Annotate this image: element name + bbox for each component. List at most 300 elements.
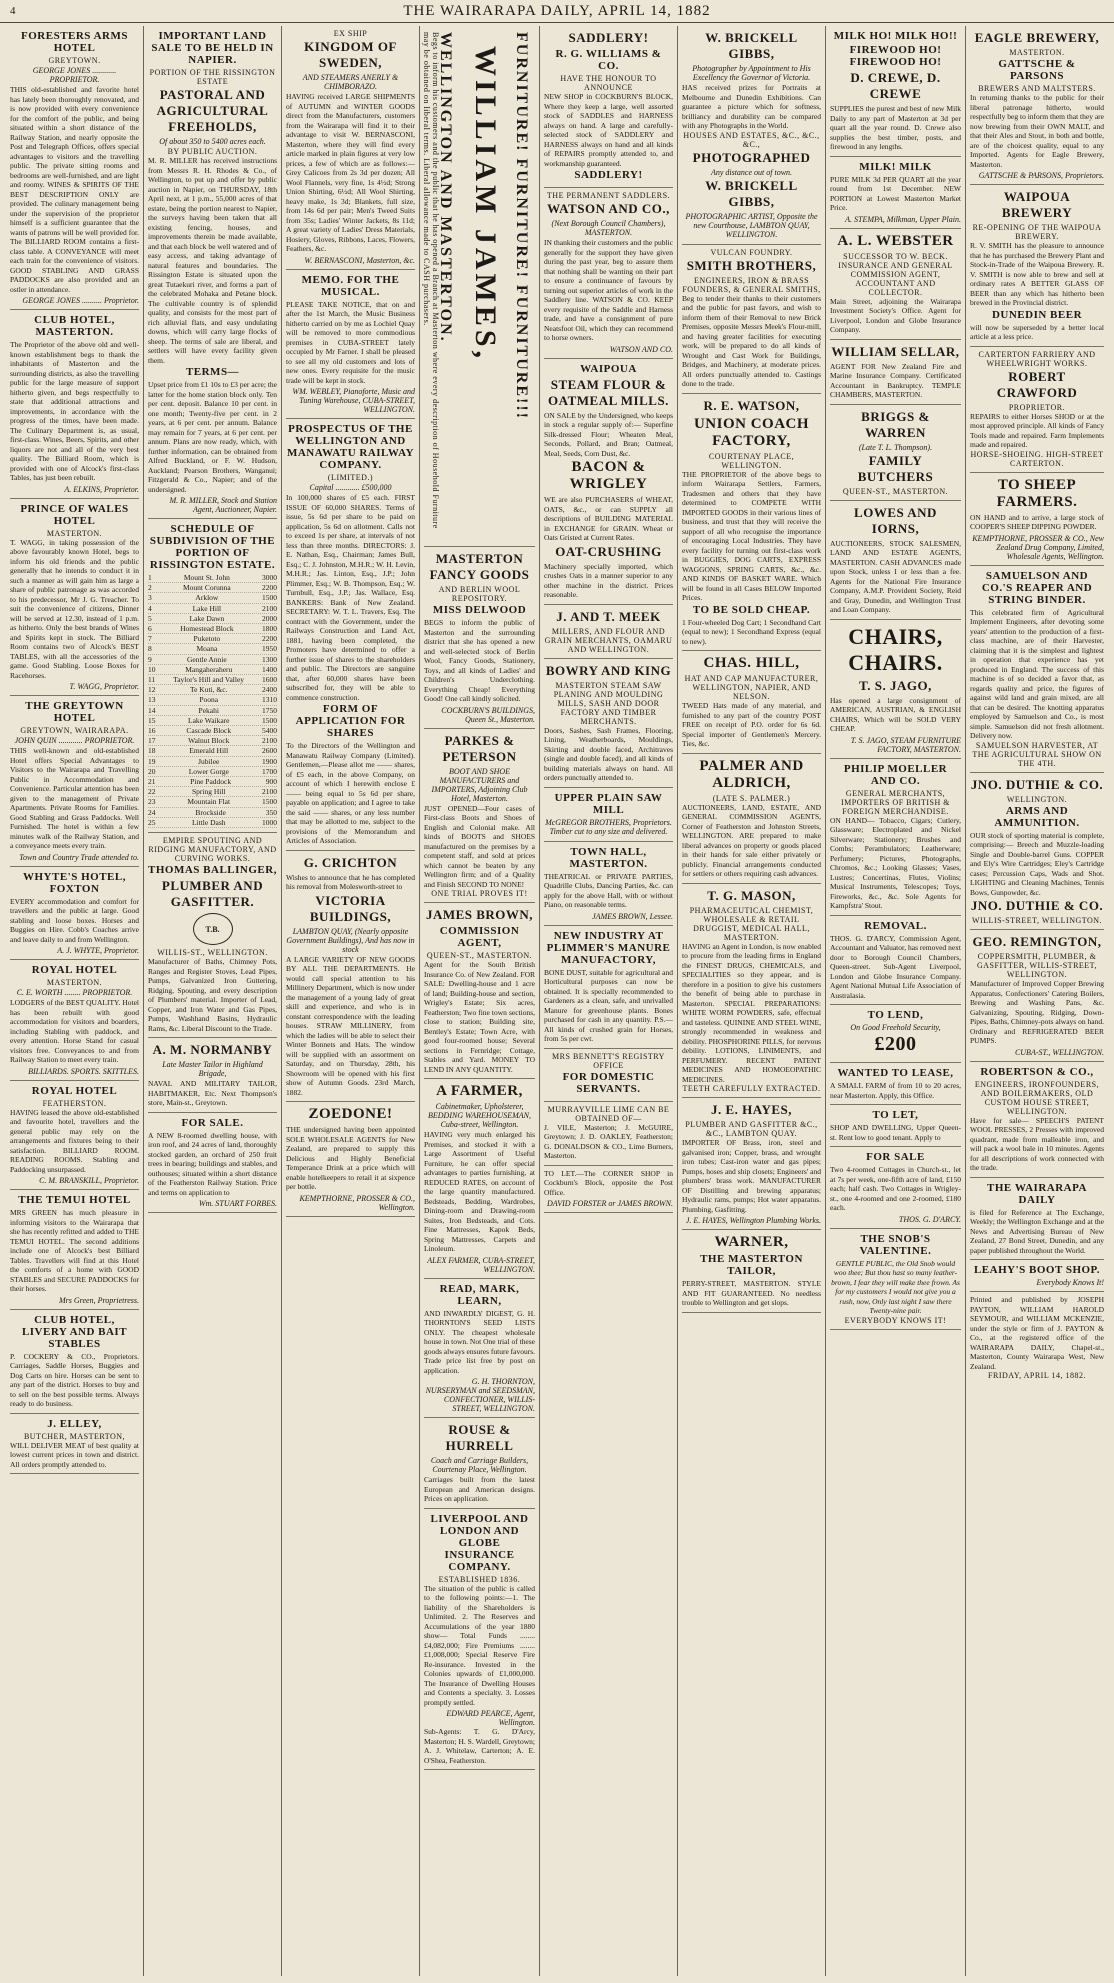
tolet3-heading: TO LET, (872, 1109, 919, 1121)
schedule-ad (148, 519, 277, 833)
ad-heading: WHYTE'S HOTEL, FOXTON (23, 870, 126, 895)
robertson-body: Have for sale— SPEECH'S PATENT WOOL PRESSES, 2 Presses with improved quadrant, made from malleable iron, and will pack a wool bale in 10 minutes. Agents for all descriptions of work connected with the trade. (970, 1115, 1104, 1172)
normanby-sub: Late Master Tailor in Highland Brigade, (162, 1060, 263, 1079)
schedule-acres: 2100 (261, 787, 277, 797)
schedule-lot: 20 (148, 766, 156, 776)
rotated-small-text: Begs to inform his customers and the public that he has opened a Branch at Masterton where every description of Household Furniture may be obtained on liberal terms. Liberal allowance made to CASH purchasers. (422, 32, 440, 529)
schedule-acres: 350 (265, 807, 277, 817)
memo-heading: MEMO. FOR THE MUSICAL. (301, 273, 400, 298)
valentine-signature: EVERYBODY KNOWS IT! (844, 1315, 947, 1325)
schedule-row (148, 736, 277, 746)
schedule-row (148, 787, 277, 797)
schedule-acres: 1950 (261, 644, 277, 654)
column-7 (826, 26, 966, 1976)
schedule-lot: 11 (148, 675, 156, 685)
hill-ad (682, 651, 821, 754)
milk2-heading: MILK! MILK (859, 160, 932, 173)
farmer-sub: Cabinetmaker, Upholsterer, BEDDING WAREHOUSEMAN, Cuba-street, Wellington. (428, 1102, 531, 1129)
sheep-ad (970, 473, 1104, 566)
schedule-acres: 1500 (262, 797, 277, 807)
ad-body: EVERY accommodation and comfort for travellers and the public at large. Good stabling and loose boxes. Horses and Buggies on Hire. Cobb's Coaches arrive and leave daily to and from Wellington. (10, 896, 139, 944)
ad-heading: PRINCE OF WALES HOTEL (20, 502, 129, 527)
column-3 (282, 26, 420, 1976)
moeller-ad (830, 759, 961, 916)
gibbs-sub-4: PHOTOGRAPHIC ARTIST, Opposite the new Courthouse, LAMBTON QUAY, WELLINGTON. (685, 211, 818, 239)
wairarapa-daily-ad (970, 1178, 1104, 1261)
farmer-body: HAVING very much enlarged his Premises, and stocked it with a Large Assortment of Useful Furniture, he can offer special advantages to parties furnishing, at REDUCED RATES, on account of the large quantity manufactured. Bedsteads, Bedding, Wardrobes, Dining-room and Drawing-room Suites, Iron Bedsteads, and Cots. Fine Mattresses, Kapok Beds, Spring Mattresses, Carpets and Linoleum. (424, 1130, 535, 1253)
rouse-ad (424, 1418, 535, 1509)
hotel-ad (10, 1081, 139, 1191)
schedule-section: Mount Corunna (183, 583, 231, 593)
warner-body: PERRY-STREET, MASTERTON. STYLE AND FIT GUARANTEED. No needless trouble to Wellington and get slops. (682, 1279, 821, 1307)
hill-body: TWEED Hats made of any material, and furnished to any part of the country POST FREE on receipt of P.O. order for 6s 6d. Special importer of Gentlemen's Mercery. Ties, &c. (682, 701, 821, 748)
fancy-goods-signature: COCKBURN'S BUILDINGS, Queen St., Masterton. (441, 705, 535, 724)
tolet-signature: DAVID FORSTER or JAMES BROWN. (546, 1199, 673, 1208)
lime-heading: MURRAYVILLE LIME CAN BE OBTAINED OF— (547, 1104, 670, 1123)
tolet3-ad (830, 1105, 961, 1147)
gattsche-sub: BREWERS AND MALTSTERS. (978, 84, 1096, 93)
valentine-ad (830, 1229, 961, 1330)
crewe-body: SUPPLIES the purest and best of new Milk Daily to any part of Masterton at 3d per quart all the year round. D. Crewe also supplies the best timber, posts, and firewood in any lengths. (830, 104, 961, 151)
crichton-body: Wishes to announce that he has completed his removal from Molesworth-street to (286, 872, 415, 891)
schedule-section: Poona (199, 695, 219, 705)
schedule-row (148, 644, 277, 654)
arms-body: OUR stock of sporting material is complete, comprising:— Breech and Muzzle-loading Single and Double-barrel Guns. COPPER and Ely's Wire Cartridges; Eley's Cartridge cases; Percussion Caps, Wads and Shot. LIGHTING and Cleaning Machines, Tennis Bows, Gunpowder, &c. (970, 830, 1104, 897)
schedule-row (148, 716, 277, 726)
ad-subheading: MASTERTON. (46, 528, 103, 538)
upper-sub: McGREGOR BROTHERS, Proprietors. Timber cut to any size and delivered. (545, 817, 672, 836)
schedule-section: Lake Waikare (187, 715, 230, 725)
prospectus-capital: Capital ............ £500,000 (309, 483, 392, 492)
land-sale-title: PASTORAL AND AGRICULTURAL FREEHOLDS, (156, 87, 269, 134)
schedule-row (148, 593, 277, 603)
schedule-list (148, 573, 277, 828)
schedule-row (148, 818, 277, 828)
liverpool-heading: LIVERPOOL AND LONDON AND GLOBE INSURANCE COMPANY. (430, 1512, 529, 1573)
schedule-section: Puketoto (193, 634, 221, 644)
lowes-body: AUCTIONEERS, STOCK SALESMEN, LAND AND ESTATE AGENTS, MASTERTON. CASH ADVANCES made upon Stock, unless I or less than a fee. Agents for the National Fire Insurance Company, A.M.P. Provident Society, Reid and Gray, Dunedin, and Wellington Trust and Loan Company. (830, 538, 961, 614)
schedule-acres: 1900 (262, 756, 277, 766)
lowes-ad (830, 501, 961, 620)
ad-heading: CLUB HOTEL, LIVERY AND BAIT STABLES (21, 1313, 128, 1350)
palmer-ad (682, 754, 821, 884)
registry-heading: MRS BENNETT'S REGISTRY OFFICE (552, 1051, 665, 1070)
thornton-signature: G. H. THORNTON, NURSERYMAN and SEEDSMAN, CONFECTIONER, WILLIS-STREET, WELLINGTON. (425, 1377, 535, 1413)
hill-heading: CHAS. HILL, (703, 655, 800, 671)
ad-body: P. COCKERY & CO., Proprietors. Carriages, Saddle Horses, Buggies and Dog Carts on hire. Horses can be sent to any part of the district. Horses to buy and to sell on the best possible terms. Always ready to do business. (10, 1351, 139, 1408)
parkes-heading: PARKES & PETERSON (442, 732, 517, 764)
waipoua-heading: WAIPOUA (580, 362, 637, 375)
briggs-heading: BRIGGS & WARREN (861, 408, 930, 440)
meek-sub: MILLERS, AND FLOUR AND GRAIN MERCHANTS, OAMARU AND WELLINGTON. (544, 626, 673, 654)
form-body: To the Directors of the Wellington and Manawatu Railway Company (Limited). Gentlemen,—Please allot me —— shares, of £5 each, in the above Company, on account of which I herewith enclose £—— being equal to 5s 6d per share, payable on application; and I agree to take the said —— shares, or any less number that may be allotted to me, subject to the provisions of the Memorandum and Articles of Association. (286, 741, 415, 845)
victoria-heading: VICTORIA BUILDINGS, (309, 892, 392, 924)
hotel-ad (10, 499, 139, 697)
rotated-location: WELLINGTON AND MASTERTON. (437, 32, 454, 343)
crawford-ad (970, 347, 1104, 473)
townhall-signature: JAMES BROWN, Lessee. (592, 911, 673, 921)
schedule-lot: 15 (148, 715, 156, 725)
gattsche-signature: GATTSCHE & PARSONS, Proprietors. (978, 171, 1104, 180)
ad-signature: Town and Country Trade attended to. (19, 852, 139, 862)
ad-subheading: GREYTOWN. (48, 56, 101, 65)
schedule-section: Te Kuti, &c. (190, 685, 228, 695)
ad-subheading: GREYTOWN, WAIRARAPA. (20, 726, 129, 735)
tolend-ad (830, 1005, 961, 1063)
rouse-heading: ROUSE & HURRELL (445, 1422, 514, 1453)
schedule-acres: 2400 (261, 685, 277, 695)
schedule-row (148, 726, 277, 736)
land-sale-ad (148, 26, 277, 519)
sweden-pre: EX SHIP (333, 29, 368, 38)
sheep-heading: TO SHEEP FARMERS. (996, 476, 1078, 510)
schedule-lot: 22 (148, 787, 156, 797)
watson-signature: WATSON AND CO. (609, 344, 673, 354)
mason-ad (682, 884, 821, 1099)
watson2-body: THE PROPRIETOR of the above begs to inform Wairarapa Settlers, Farmers, Tradesmen and others that they have determined to COMPETE WITH IMPORTED GOODS in their various lines of business, and trust that they will receive the support of all who recognise the importance of encouraging Local Industries. They have every facility for turning out first-class work in BUGGIES, DOG CARTS, EXPRESS WAGGONS, SPRING CARTS, &c., &c. AND KINDS OF BASKET WARE. Which will be found in all Cases BELOW Imported Prices. (682, 469, 821, 602)
schedule-row (148, 675, 277, 685)
upper-heading: UPPER PLAIN SAW MILL (554, 791, 663, 816)
samuelson-heading: SAMUELSON AND CO.'S REAPER AND STRING BINDER. (981, 569, 1093, 606)
schedule-lot: 16 (148, 726, 156, 736)
briggs-sub: (Late T. L. Thompson). (858, 442, 933, 452)
schedule-lot: 3 (148, 593, 152, 603)
upper-plain-ad (544, 788, 673, 842)
palmer-sub: (LATE S. PALMER.) (712, 793, 791, 803)
smith-body: Beg to tender their thanks to their customers and the public for past favors, and wish to inform them of their Removal to new Brick Premises, opposite Messrs Meek's Flour-mill, and having greater facilities for executing work, will be prepared to do all kinds of Wrought and Cast Work for Buildings, Bridges, and Machinery, at moderate prices. All orders punctually attended to. Castings done to the trade. (682, 293, 821, 388)
zoedone-signature: KEMPTHORNE, PROSSER & CO., Wellington. (299, 1193, 415, 1212)
williams-sub: HAVE THE HONOUR TO ANNOUNCE (560, 74, 657, 92)
schedule-lot: 18 (148, 746, 156, 756)
lime-ad (544, 1102, 673, 1166)
schedule-lot: 19 (148, 756, 156, 766)
schedule-acres: 1000 (261, 817, 277, 827)
schedule-acres: 1310 (262, 695, 277, 705)
remington-sub: COPPERSMITH, PLUMBER, & GASFITTER, WILLIS-STREET, WELLINGTON. (977, 952, 1097, 979)
victoria-sub: LAMBTON QUAY, (Nearly opposite Government Buildings), And has now in stock (286, 926, 415, 954)
crewe-ad (830, 26, 961, 157)
schedule-lot: 14 (148, 705, 156, 715)
firewood-heading: FIREWOOD HO! FIREWOOD HO! (849, 44, 942, 68)
hotel-ad (10, 1414, 139, 1475)
sweden-sub: AND STEAMERS ANERLY & CHIMBORAZO. (302, 73, 399, 91)
thornton-body: AND INWARDLY DIGEST, G. H. THORNTON'S SEED LISTS ONLY. The cheapest wholesale house in town. Not One trial of these goods always ensures future favours. Trade price list free by post on application. (424, 1308, 536, 1375)
ad-heading: THE TEMUI HOTEL (18, 1194, 131, 1206)
masthead (0, 0, 1114, 23)
lime-body: J. VILE, Masterton; J. McGUIRE, Greytown; J. D. OAKLEY, Featherston; G. DONALDSON & CO., Lime Burners, Masterton. (544, 1122, 673, 1160)
masthead-title: THE WAIRARAPA DAILY, APRIL 14, 1882 (403, 3, 711, 19)
forsale2-ad (830, 1147, 961, 1229)
williams-heading: R. G. WILLIAMS & CO. (555, 48, 662, 72)
thornton-ad (424, 1279, 535, 1419)
schedule-lot: 23 (148, 797, 156, 807)
furniture-rotated-ad (424, 26, 535, 547)
schedule-section: Jubilee (198, 756, 220, 766)
gibbs-sub: Photographer by Appointment to His Excellency the Governor of Victoria. (692, 64, 811, 82)
ad-heading: FORESTERS ARMS HOTEL (21, 30, 128, 54)
crewe-heading: D. CREWE, D. CREWE (850, 70, 941, 101)
removal-heading: REMOVAL. (864, 919, 927, 932)
ad-body: THIS well-known and old-established Hotel offers Special Advantages to Visitors to the Wairarapa and Travelling Public in Accommodation and Convenience. Particular attention has been given to the management of Private Apartments. Private Rooms for Families. Good Stabling and Grass Paddocks. Well Furnished. The hotel is within a few minutes walk of the Railway Station, and a conveyance meets every train. (10, 746, 139, 850)
schedule-lot: 9 (148, 654, 152, 664)
schedule-section: Lake Hill (192, 603, 222, 613)
spouting-heading: EMPIRE SPOUTING AND RIDGING MANUFACTORY, AND CURVING WORKS. (148, 836, 277, 864)
schedule-row (148, 685, 277, 695)
moeller-body: ON HAND— Tobacco, Cigars; Cutlery, Glassware; Electroplated and Nickel Silverware; Stationery; Brushes and Combs; Perambulators; Leatherware; Perfumery; Pictures, Photographs, Chromos, &c.; Looking Glasses; Vases, Lustres; Concertinas, Flutes, Violins; Musical Instruments, Telescopes; Toys, Fireworks, &c., &c. Sole Agents for Kampfstra' Stout. (830, 815, 961, 910)
ad-subheading: MASTERTON. (46, 978, 103, 987)
ad-proprietor: JOHN QUIN ............ PROPRIETOR. (14, 736, 135, 745)
ad-signature: A. ELKINS, Proprietor. (64, 484, 139, 494)
fancy-goods-sub: AND BERLIN WOOL REPOSITORY. (438, 585, 521, 603)
ad-body: T. WAGG, in taking possession of the above favourably known Hotel, begs to inform his old friends and the public generally that he intends to conduct it in such a manner as will gain him as large a share of public patronage as was accorded to his predecessor, Mr J. G. Treacher. To suit the convenience of citizens, Dinner will be served at 12.30, instead of 1 p.m. as hitherto. Only the best brands of Wines and Spirits kept in stock. The Billiard Room contains two of Alcock's BEST TABLES, with all the accessories of the game. Good Stabling. Loose Boxes for Racehorses. (10, 537, 139, 680)
schedule-lot: 5 (148, 613, 152, 623)
ballinger-body: Manufacturer of Baths, Chimney Pots, Ranges and Register Stoves, Lead Pipes, Pumps, Galvanized Iron Guttering, Ridging, Spouting, and every description of Plumbers' material. Importer of Lead, Copper, and Iron Water and Gas Pipes, Pumps, Washhand Basins, Hydraulic Rams, &c. Liberal Discount to the Trade. (148, 957, 277, 1033)
schedule-row (148, 655, 277, 665)
rotated-name: WILLIAM JAMES, (469, 46, 502, 363)
schedule-acres: 1800 (262, 624, 277, 634)
ad-body: The Proprietor of the above old and well-known establishment begs to thank the inhabitants of Masterton and the surrounding districts, as also the travelling public for the large measure of support hitherto given, and begs respectfully to state that additional attractions and improvements, in accordance with the progress of the times, have been made. The Culinary Department is, as usual, first-class. Wines, Beers, Spirits, and other liquors are not and all of the very best quality. The Billiard Room, which is provided with one of Alcock's first-class Tables, has just been rebuilt. (10, 340, 139, 482)
hotel-ad (10, 696, 139, 867)
crawford-sub: PROPRIETOR. (1008, 402, 1066, 412)
jago-body: Has opened a large consignment of AMERICAN, AUSTRIAN, & ENGLISH CHAIRS, Which will be SOLD VERY CHEAP. (830, 695, 961, 733)
column-5 (540, 26, 678, 1976)
memo-body: PLEASE TAKE NOTICE, that on and after the 1st March, the Music Business hitherto carried on by me as Lochiel Quay will be removed to more commodious premises in CUBA-STREET lately occupied by Mr Farner. I shall be pleased to see all my old customers and lots of new ones. Every requisite for the music trade will be kept in stock. (286, 299, 415, 385)
smith-sub: ENGINEERS, IRON & BRASS FOUNDERS, & GENERAL SMITHS, (682, 275, 821, 294)
vulcan-heading: VULCAN FOUNDRY. (710, 247, 793, 257)
liverpool-agents: Sub-Agents: T. G. D'Arcy, Masterton; H. S. Wardell, Greytown; A. J. Whitelaw, Carterton; A. E. O'Shea, Featherston. (424, 1727, 535, 1765)
land-sale-auction: BY PUBLIC AUCTION. (167, 147, 258, 156)
tolend-amount: £200 (874, 1033, 917, 1055)
hayes-body: IMPORTER OF Brass, iron, steel and galvanised iron; Copper, brass, and wrought iron tubes; Cast-iron water and gas pipes; Pumps, hoses and ship closets; Engineers' and plumbers' brass work. MANUFACTURER OF Distilling and brewing apparatus; Hydraulic rams, pumps; Hot water apparatus. Plumbing, Gasfitting. (682, 1138, 821, 1214)
schedule-acres: 1400 (262, 664, 277, 674)
watson-heading: WATSON AND CO., (547, 201, 670, 216)
land-sale-body: M. R. MILLER has received instructions from Messrs R. H. Rhodes & Co., of Wellington, to put up and offer by public auction in Napier, on THURSDAY, 18th April next, at 1 p.m., 55,000 acres of that estate, being the portion nearest to Napier, the surveys having been taken that all existing fencing, houses, and improvements therein be made available, and that each block be well watered and of easy access, and taking advantage of natural features and boundaries. The Rissington Estate is situated upon the great Tutaekuri river, and forms a part of the celebrated Mohaka and Petane block. The cultivable country is of splendid quality, and consists for the most part of rich alluvial flats, and easy undulating downs, which will carry large flocks of sheep. The terms of sale are liberal, and settlers will have every facility given them. (148, 156, 277, 365)
column-8 (966, 26, 1108, 1976)
schedule-acres: 3000 (262, 573, 277, 582)
steam-body: ON SALE by the Undersigned, who keeps in stock a regular supply of:— Superfine Silk-dressed Flour; Wheaten Meal, Seconds, Pollard, and Bran; Oatmeal, Meal, Seeds, Corn Dust, &c. (544, 410, 673, 458)
ad-body: LODGERS of the BEST QUALITY. Hotel has been rebuilt with good accommodation for visitors and boarders, including Stabling with paddock, and every attention. Horse Stand for casual visitors free. Conveyances to and from Railway Station to meet every train. (10, 998, 139, 1064)
liverpool-body: The situation of the public is called to the following points:—1. The liability of the Shareholders is Unlimited. 2. The Reserves and Accumulations of the year 1880 show— Total Funds ........ £4,082,000; Fire Premiums ........ £1,008,000; Special Reserve Fire Re-insurance. Invested in the Colonies upwards of £1,000,000. The Insurance of Dwelling Houses and Contents a specialty. 3. Losses promptly settled. (424, 1583, 535, 1707)
imprint-block (970, 1292, 1104, 1384)
milk2-body: PURE MILK 3d PER QUART all the year round from 1st December. NEW PORTION at Lowest Masterton Market Price. (830, 174, 961, 212)
forsale-signature: Wm. STUART FORBES. (198, 1199, 277, 1209)
schedule-row (148, 614, 277, 624)
rouse-body: Carriages built from the latest European and American designs. Prices on application. (424, 1475, 535, 1503)
forsale-body: A NEW 8-roomed dwelling house, with iron roof, and 24 acres of land, thoroughly stocked garden, an orchard of 250 fruit trees in bearing; buildings and stables, and outhouses; situated within a short distance of the Featherston Railway Station. Price and terms on application to (148, 1130, 277, 1197)
remington-heading: GEO. REMINGTON, (972, 934, 1102, 949)
tolet-heading: TO LET.—The CORNER SHOP in Cockburn's Block, opposite the Post Office. (544, 1168, 673, 1197)
fancy-goods-ad (424, 547, 535, 729)
stempa-ad (830, 157, 961, 229)
gibbs-sub-2: HOUSES AND ESTATES, &C., &C., &C., (683, 130, 820, 149)
duthie-heading: JNO. DUTHIE & CO. (970, 776, 1104, 792)
prospectus-sub: (LIMITED.) (327, 473, 374, 482)
webster-body: Main Street, adjoining the Wairarapa Investment Society's Office. Agent for Liverpool, London and Globe Insurance Company. (830, 296, 961, 334)
schedule-row (148, 573, 277, 583)
schedule-acres: 1500 (261, 593, 277, 603)
crichton-heading: G. CRICHTON (303, 854, 398, 870)
waipoua-brewery-sub: RE-OPENING OF THE WAIPOUA BREWERY. (972, 223, 1102, 241)
robertson-ad (970, 1062, 1104, 1178)
ad-body: HAVING leased the above old-established and favourite hotel, travellers and the general public may rely on the arrangements and fixtures being to their satisfaction. BILLIARD ROOM. READING ROOMS. Stabling and Paddocking unsurpassed. (10, 1107, 139, 1174)
bacon-heading: BACON & WRIGLEY (569, 459, 648, 492)
industry-heading: NEW INDUSTRY AT PLIMMER'S MANURE MANUFACTORY, (546, 929, 671, 966)
forsale2-heading: FOR SALE (866, 1151, 925, 1163)
wairarapa-heading: THE WAIRARAPA DAILY (987, 1181, 1087, 1206)
industry-body: BONE DUST, suitable for agricultural and Horticultural purposes can now be obtained. It is specially recommended to Gardeners as a clean, safe, and unrivalled Manure for greenhouse plants. Bones purchased for cash in any quantity. P.S.—All kinds of crushed grain for Horses, from 5s per cwt. (544, 967, 673, 1043)
schedule-section: Lower Gorge (188, 766, 229, 776)
sale-heading: TO BE SOLD CHEAP. (692, 603, 811, 616)
zoedone-body: THE undersigned having been appointed SOLE WHOLESALE AGENTS for New Zealand, are prepared to supply this Delicious and Highly Beneficial Temperance Drink at a price which will enable hotelkeepers to retail it at sixpence per bottle. (286, 1125, 415, 1191)
wanted-body: A SMALL FARM of from 10 to 20 acres, near Masterton. Apply, this Office. (830, 1081, 961, 1100)
gibbs-heading: W. BRICKELL GIBBS, (705, 30, 798, 61)
terms-body: Upset price from £1 10s to £3 per acre; the latter for the home station block only. Ten per cent. deposit. Balance 10 per cent. in one month; Twenty-five per cent. in 2 years, at 6 per cent. per annum. Balance may remain for 7 years, at 6 per cent. per annum. Plans are now ready, which, with further information, can be obtained from Alfred Buckland, or F. W. Hudson, Auckland; Pearson Brothers, Wanganui; Fitzgerald & Co., Napier; and of the undersigned. (148, 380, 277, 494)
gattsche-body: In returning thanks to the public for their liberal patronage hitherto, would respectfully beg to inform them that they are now brewing from their OWN MALT, and that their Ales and Stout, in both and bottle, are of the choicest quality, equal to any Imported. Agents for Eagle Brewery, Masterton. (970, 93, 1104, 169)
ad-signature: A. J. WHYTE, Proprietor. (57, 946, 139, 955)
ad-heading: CLUB HOTEL, MASTERTON. (34, 314, 115, 338)
smith-heading: SMITH BROTHERS, (686, 257, 817, 273)
memo-signature: WM. WEBLEY, Pianoforte, Music and Tuning Warehouse, CUBA-STREET, WELLINGTON. (292, 387, 415, 414)
watson-ad (544, 188, 673, 359)
prospectus-ad (286, 419, 415, 851)
column-1 (6, 26, 144, 1976)
schedule-acres: 2200 (261, 634, 277, 644)
watson2-sub: COURTENAY PLACE, WELLINGTON. (708, 451, 795, 470)
family-sub: QUEEN-ST., MASTERTON. (842, 486, 949, 496)
rotated-furniture: FURNITURE! FURNITURE! FURNITURE!!! (513, 32, 530, 420)
eagle-sub: MASTERTON. (1009, 48, 1065, 57)
parkes-sub: BOOT AND SHOE MANUFACTURERS and IMPORTERS, Adjoining Club Hotel, Masterton. (431, 766, 528, 803)
ballinger-title: PLUMBER AND GASFITTER. (161, 878, 264, 910)
wanted-ad (830, 1063, 961, 1105)
duthie2-sub: WILLIS-STREET, WELLINGTON. (971, 916, 1103, 925)
schedule-row (148, 604, 277, 614)
schedule-section: Lake Dawn (189, 613, 225, 623)
moeller-heading: PHILIP MOELLER AND CO. (843, 762, 948, 787)
gibbs-body: HAS received prizes for Portraits at Melbourne and Dunedin Exhibitions. Can guarantee a picture which for softness, brilliancy and durability can be compared with any Photographs in the World. (682, 83, 821, 130)
ballinger-place: WILLIS-ST., WELLINGTON. (157, 948, 268, 958)
zoedone-heading: ZOEDONE! (308, 1106, 393, 1122)
townhall-heading: TOWN HALL, MASTERTON. (569, 845, 648, 870)
shoeing-heading: HORSE-SHOEING. HIGH-STREET CARTERTON. (970, 449, 1104, 468)
schedule-lot: 8 (148, 644, 152, 654)
schedule-row (148, 808, 277, 818)
schedule-section: Spring Hill (191, 787, 226, 797)
fancy-goods-body: BEGS to inform the public of Masterton and the surrounding district that she has opened a new and well-selected stock of Berlin Wool, Fancy Goods, Stationery, Toys, and all kinds of Ladies' and Children's Underclothing. Everything Cheap! Everything Good! One call kindly solicited. (424, 618, 535, 703)
schedule-lot: 1 (148, 573, 152, 582)
schedule-lot: 17 (148, 736, 156, 746)
forsale-heading: FOR SALE. (181, 1116, 244, 1129)
leahy-ad (970, 1260, 1104, 1292)
sheep-signature: KEMPTHORNE, PROSSER & CO., New Zealand Drug Company, Limited, Wholesale Agents, Wellington. (972, 533, 1104, 561)
schedule-row (148, 583, 277, 593)
watson2-heading: R. E. WATSON, (703, 397, 800, 413)
schedule-heading: SCHEDULE OF SUBDIVISION OF THE PORTION OF RISSINGTON ESTATE. (149, 523, 276, 571)
terms-heading: TERMS— (185, 366, 240, 378)
samuelson-body: This celebrated firm of Agricultural Implement Engineers, after devoting some years' attention to the production of a first-class machine, are of their Harvester, claiming that it is the simplest and lightest in operation that experience has yet produced in England. The success of this machine is of so decided a favor that, as regards quality and price, the figures of against wild land and grain mixed, are all that can be desired. The knotting apparatus employed by Samuelson and Co., is most simple. Samuelson did not fresh allotment. Delivery now. (970, 607, 1104, 740)
brown-place: QUEEN-ST., MASTERTON. (426, 951, 533, 960)
schedule-acres: 2200 (262, 583, 277, 593)
steam-heading: STEAM FLOUR & OATMEAL MILLS. (548, 376, 669, 408)
schedule-section: Brockside (195, 807, 226, 817)
liverpool-signature: EDWARD PEARCE, Agent, Wellington. (446, 1709, 535, 1727)
ad-subheading: BUTCHER, MASTERTON, (23, 1431, 126, 1441)
schedule-section: Mountain Flat (187, 797, 231, 807)
registry-body: FOR DOMESTIC SERVANTS. (562, 1070, 655, 1095)
schedule-section: Walnut Block (188, 736, 230, 746)
schedule-row (148, 777, 277, 787)
warner-sub: THE MASTERTON TAILOR, (700, 1253, 803, 1277)
gibbs-photographed: PHOTOGRAPHED (692, 149, 811, 165)
robertson-sub: ENGINEERS, IRONFOUNDERS, AND BOILERMAKERS, OLD CUSTOM HOUSE STREET, WELLINGTON. (974, 1079, 1100, 1116)
jago-heading: T. S. JAGO, (859, 677, 932, 693)
schedule-acres: 1750 (261, 705, 277, 715)
mason-signature: TEETH CAREFULLY EXTRACTED. (682, 1084, 821, 1093)
ad-body: MRS GREEN has much pleasure in informing visitors to the Wairarapa that she has recently refitted and added to THE TEMUI HOTEL. The second additions include one of Alcock's best Billiard Tables. Travellers will find at this Hotel the comforts of a home with GOOD STABLES and SECURE PADDOCKS for their horses. (10, 1208, 139, 1293)
schedule-lot: 24 (148, 807, 156, 817)
meek-heading: J. AND T. MEEK (556, 608, 661, 624)
sheep-body: ON HAND and to arrive, a large stock of COOPER'S SHEEP DIPPING POWDER. (970, 512, 1104, 531)
forsale2-signature: THOS. G. D'ARCY. (898, 1214, 961, 1224)
webster-heading: A. L. WEBSTER (837, 232, 954, 249)
schedule-lot: 25 (148, 817, 156, 827)
ad-subheading: FEATHERSTON. (42, 1098, 107, 1108)
ad-heading: J. ELLEY, (47, 1417, 102, 1430)
leahy-signature: Everybody Knows It! (1036, 1278, 1104, 1287)
hayes-heading: J. E. HAYES, (710, 1102, 793, 1117)
schedule-row (148, 797, 277, 807)
hotel-ad (10, 310, 139, 499)
column-2 (144, 26, 282, 1976)
webster-sub: SUCCESSOR TO W. BECK. INSURANCE AND GENERAL COMMISSION AGENT, ACCOUNTANT AND COLLECTOR. (838, 251, 953, 297)
schedule-section: Cascade Block (186, 726, 232, 736)
schedule-row (148, 695, 277, 705)
farmer-heading: A FARMER, (436, 1083, 523, 1099)
oat-body: Machinery specially imported, which crushes Oats in a manner superior to any other machine in the district. Prices reasonable. (544, 561, 673, 599)
schedule-row (148, 767, 277, 777)
land-sale-subheading: PORTION OF THE RISSINGTON ESTATE (149, 68, 276, 86)
schedule-row (148, 665, 277, 675)
wairarapa-body: is filed for Reference at The Exchange, Weekly; the Wellington Exchange and at the News and Advertising Bureau of New Zealand, 27 Bond Street, Dunedin, and any paper published throughout the World. (970, 1207, 1104, 1255)
forsale2-body: Two 4-roomed Cottages in Church-st., let at 7s per week, one-fifth acre of land, £150 each; half cash. Two Cottages in Wrigley-st., one 4-roomed and one 2-roomed, £180 each. (830, 1165, 961, 1212)
milk-heading: MILK HO! MILK HO!! (833, 30, 958, 42)
bowry-heading: BOWRY AND KING (545, 662, 672, 678)
column-4 (420, 26, 540, 1976)
ad-heading: ROYAL HOTEL (31, 964, 118, 976)
ad-heading: THE GREYTOWN HOTEL (25, 700, 124, 724)
crawford-body: REPAIRS to either Horses SHOD or at the most approved principle. All kinds of Fancy Tools made and repaired. Farm Implements made and repaired. (970, 411, 1104, 449)
schedule-row (148, 634, 277, 644)
hill-sub: HAT AND CAP MANUFACTURER, WELLINGTON, NAPIER, AND NELSON. (684, 674, 819, 701)
schedule-acres: 2100 (261, 736, 277, 746)
hayes-signature: J. E. HAYES, Wellington Plumbing Works. (685, 1216, 821, 1225)
schedule-lot: 6 (148, 624, 152, 634)
tolend-body: On Good Freehold Security, (850, 1023, 941, 1032)
ad-heading: ROYAL HOTEL (31, 1084, 118, 1097)
gibbs-heading-2: W. BRICKELL GIBBS, (705, 177, 798, 209)
waipoua-brewery-ad (970, 185, 1104, 347)
zoedone-ad (286, 1102, 415, 1217)
schedule-acres: 2000 (262, 613, 277, 623)
normanby-heading: A. M. NORMANBY (152, 1042, 273, 1058)
waipoua-mills-ad (544, 359, 673, 605)
schedule-acres: 1600 (262, 675, 277, 685)
farmer-ad (424, 1079, 535, 1279)
schedule-section: Mangaheraheru (185, 664, 233, 674)
ad-body: WILL DELIVER MEAT of best quality at lowest current prices in town and district. All orders promptly attended to. (10, 1440, 139, 1469)
duthie-sub: WELLINGTON. (1006, 794, 1068, 804)
brown-body: Agent for the South British Insurance Co. of New Zealand. FOR SALE: Dwelling-house and 1 acre of land; Building-house and section, Wrigley's Estate; Six acres, Featherston; Two fine town sections, close to station; Building site, Bentley's Estate; Town Acre, with good four-roomed house; Several sections in Fernridge; Cottage, Stables and Yard. MONEY TO LEND IN ANY QUANTITY. (424, 960, 535, 1074)
